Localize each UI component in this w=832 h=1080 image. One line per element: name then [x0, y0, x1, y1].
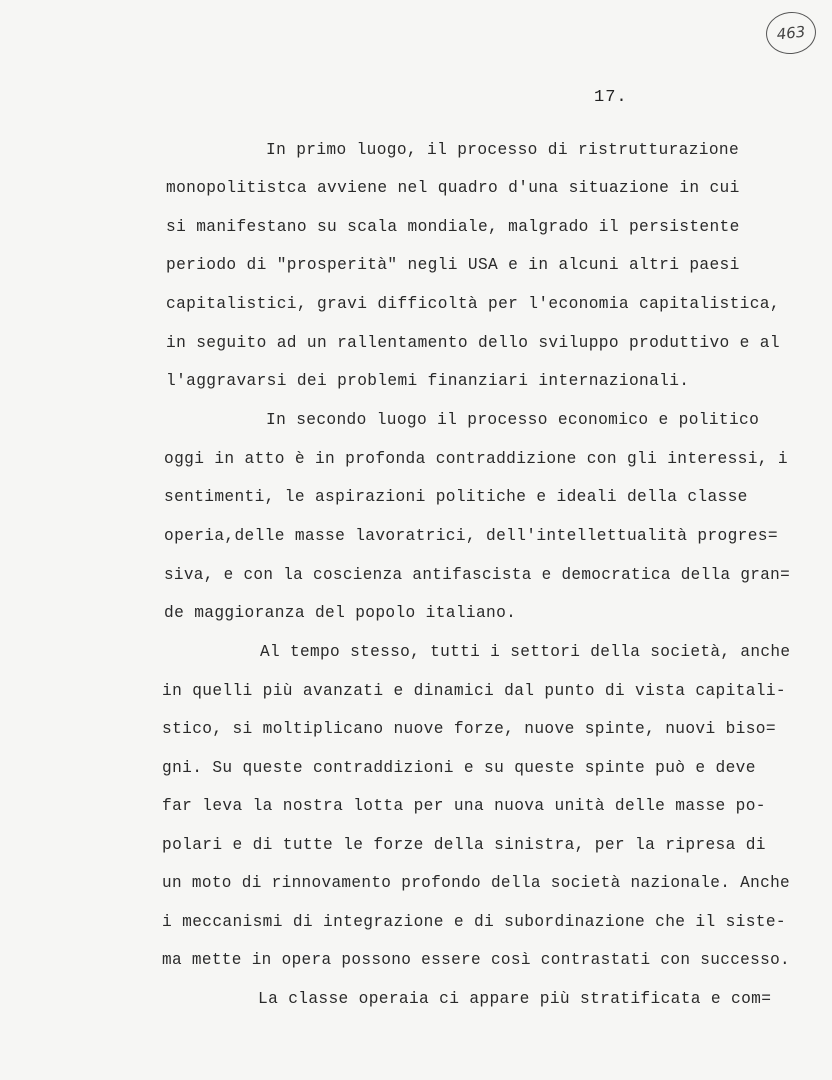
text-line: monopolitistca avviene nel quadro d'una situazione in cui [166, 179, 740, 197]
text-line: siva, e con la coscienza antifascista e democratica della gran= [164, 566, 791, 584]
text-line: polari e di tutte le forze della sinistra, per la ripresa di [162, 836, 766, 854]
page-number: 17. [594, 88, 628, 107]
text-line: capitalistici, gravi difficoltà per l'economia capitalistica, [166, 295, 780, 313]
text-line: i meccanismi di integrazione e di subordinazione che il siste- [162, 913, 786, 931]
text-line: l'aggravarsi dei problemi finanziari internazionali. [166, 372, 690, 390]
text-line: Al tempo stesso, tutti i settori della società, anche [260, 643, 791, 661]
text-line: sentimenti, le aspirazioni politiche e ideali della classe [164, 488, 748, 506]
text-line: gni. Su queste contraddizioni e su queste spinte può e deve [162, 759, 756, 777]
text-line: un moto di rinnovamento profondo della società nazionale. Anche [162, 874, 791, 892]
text-line: In primo luogo, il processo di ristrutturazione [266, 141, 740, 159]
text-line: in seguito ad un rallentamento dello sviluppo produttivo e al [166, 334, 780, 352]
text-line: in quelli più avanzati e dinamici dal punto di vista capitali- [162, 682, 786, 700]
text-line: oggi in atto è in profonda contraddizione con gli interessi, i [164, 450, 788, 468]
text-line: La classe operaia ci appare più stratificata e com= [258, 990, 772, 1008]
text-line: stico, si moltiplicano nuove forze, nuove spinte, nuovi biso= [162, 720, 776, 738]
text-line: far leva la nostra lotta per una nuova unità delle masse po- [162, 797, 766, 815]
text-line: ma mette in opera possono essere così contrastati con successo. [162, 951, 791, 969]
text-line: operia,delle masse lavoratrici, dell'intellettualità progres= [164, 527, 778, 545]
text-line: de maggioranza del popolo italiano. [164, 604, 517, 622]
archive-stamp: 463 [764, 10, 818, 57]
text-line: In secondo luogo il processo economico e politico [266, 411, 760, 429]
text-line: si manifestano su scala mondiale, malgrado il persistente [166, 218, 740, 236]
text-line: periodo di "prosperità" negli USA e in alcuni altri paesi [166, 256, 740, 274]
